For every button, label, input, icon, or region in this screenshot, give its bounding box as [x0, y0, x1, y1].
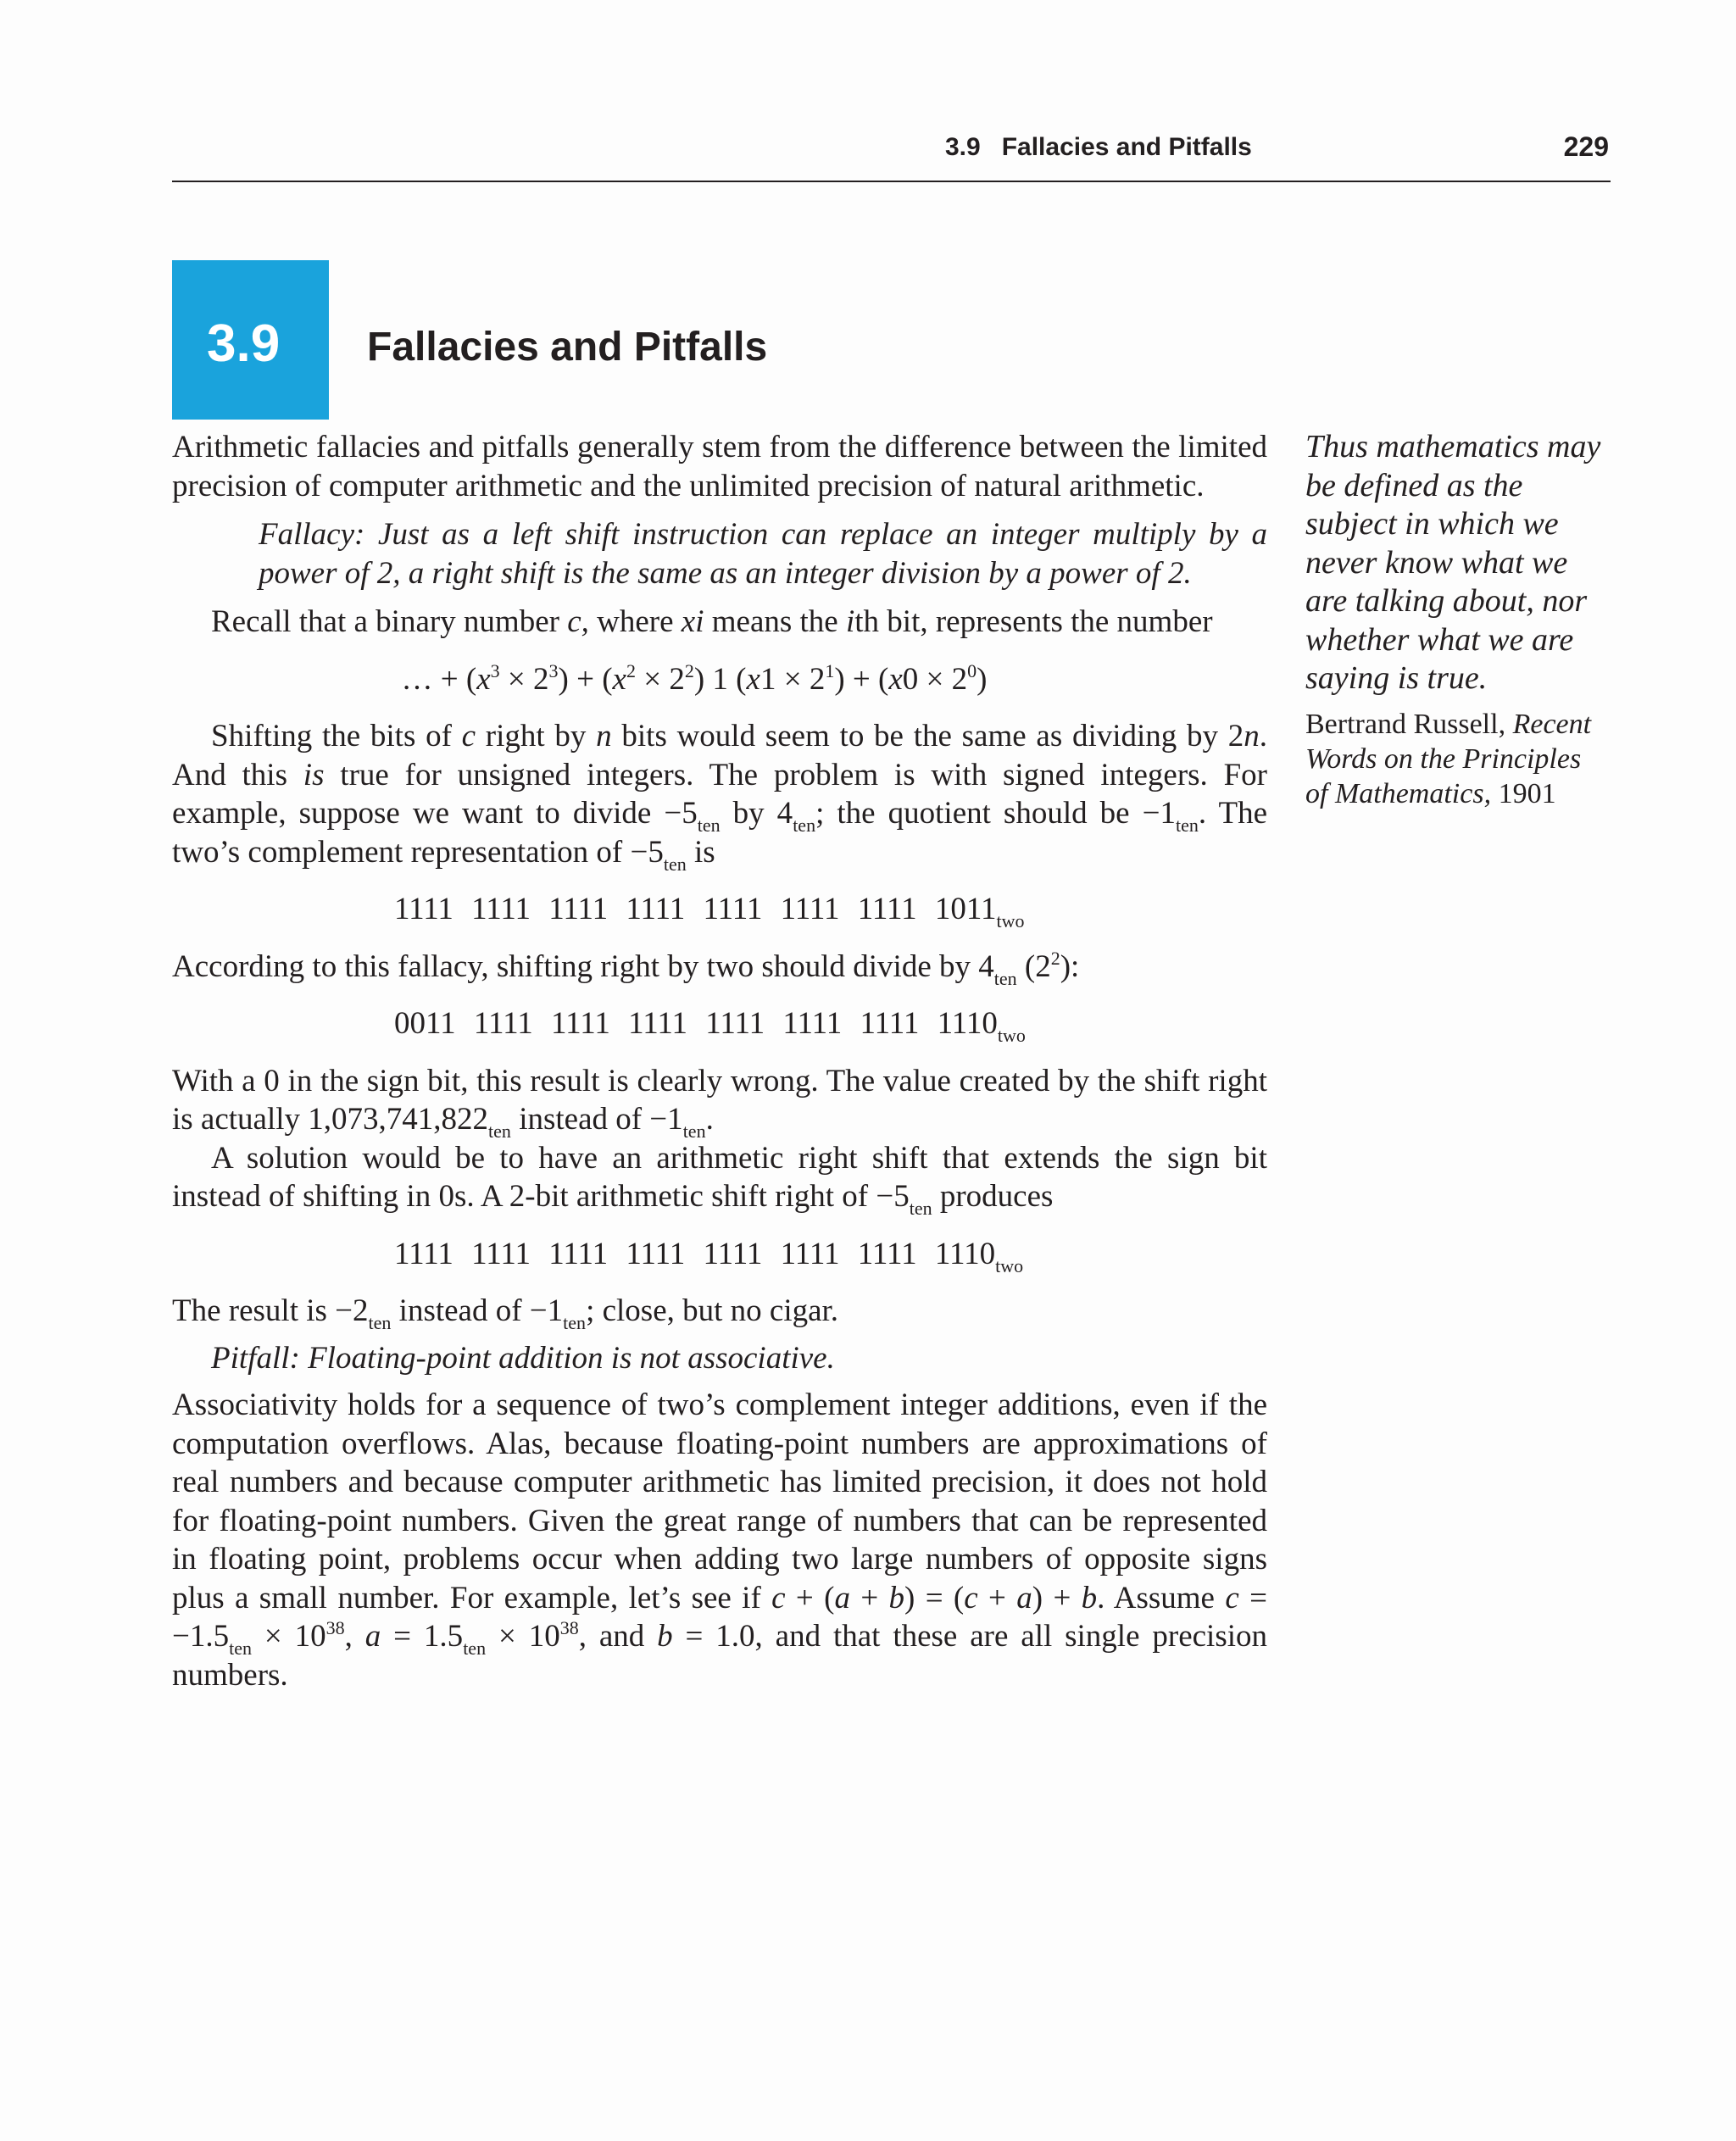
wrong-result-paragraph: With a 0 in the sign bit, this result is clearly wrong. The value created by the shift right is actually $1,073,741,822_{ten}$ instead of $-1_{ten}$.: [172, 1063, 1267, 1142]
solution-paragraph: A solution would be to have an arithmetic right shift that extends the sign bit instead of shifting in 0s. A 2-bit arithmetic shift right of $-5_{ten}$ produces: [172, 1140, 1267, 1219]
binary-minus-five: 1111 1111 1111 1111 1111 1111 1111 $1011_{two}$: [394, 892, 1025, 931]
running-title: 3.9 Fallacies and Pitfalls: [945, 133, 1252, 161]
binary-expansion-equation: … + $(x^3 \times 2^3) + (x^2 \times 2^2)$ 1 $(x1 \times 2^1) + (x0 \times 2^0)$: [401, 659, 988, 697]
according-paragraph: According to this fallacy, shifting right by two should divide by $4_{ten}$ $(2^2)$:: [172, 947, 1080, 989]
pitfall-statement: Pitfall: Floating-point addition is not associative.: [211, 1340, 835, 1376]
header-rule: [172, 181, 1611, 182]
shift-paragraph: Shifting the bits of c right by n bits would seem to be the same as dividing by 2n. And this is true for unsigned integers. The problem is with signed integers. For example, suppose we want to divide $-5_{ten}$ by $4_{ten}$; the quotient should be $-1_{ten}$. The two’s complement representation of $-5_{ten}$ is: [172, 719, 1268, 875]
page-number: 229: [1563, 131, 1609, 162]
section-title: Fallacies and Pitfalls: [367, 325, 768, 370]
associativity-paragraph: Associativity holds for a sequence of two’s complement integer additions, even if the computation overflows. Alas, because floating-point numbers are approximations of real numbers and because computer arithmetic has limited precision, it does not hold for floating-point numbers. Given the great range of numbers that can be represented in floating point, problems occur when adding two large numbers of opposite signs plus a small number. For example, let’s see if c + (a + b) = (c + a) + b. Assume $c = -1.5_{ten} \times 10^{38}$, $a = 1.5_{ten} \times 10^{38}$, and b = 1.0, and that these are all single precision numbers.: [172, 1387, 1268, 1693]
result-paragraph: The result is $-2_{ten}$ instead of $-1_{ten}$; close, but no cigar.: [172, 1293, 839, 1333]
binary-arithmetic-shift-result: 1111 1111 1111 1111 1111 1111 1111 $1110_{two}$: [394, 1236, 1024, 1276]
binary-logical-shift-result: 0011 1111 1111 1111 1111 1111 1111 $1110_{two}$: [394, 1006, 1026, 1046]
recall-paragraph: Recall that a binary number c, where xi means the ith bit, represents the number: [211, 604, 1213, 639]
epigraph-quote: Thus mathematics may be defined as the subject in which we never know what we are talking about, nor whether what we are saying is true.: [1305, 429, 1601, 696]
epigraph-attribution: Bertrand Russell, Recent Words on the Principles of Mathematics, 1901: [1305, 708, 1592, 809]
intro-paragraph: Arithmetic fallacies and pitfalls generally stem from the difference between the limited precision of computer arithmetic and the unlimited precision of natural arithmetic.: [172, 430, 1267, 503]
main-text: [172, 428, 1267, 1694]
sidebar-epigraph: [1305, 428, 1611, 811]
section-number: 3.9: [207, 314, 281, 373]
fallacy-statement: Fallacy: Just as a left shift instruction can replace an integer multiply by a power of 2, a right shift is the same as an integer division by a power of 2.: [259, 517, 1267, 591]
